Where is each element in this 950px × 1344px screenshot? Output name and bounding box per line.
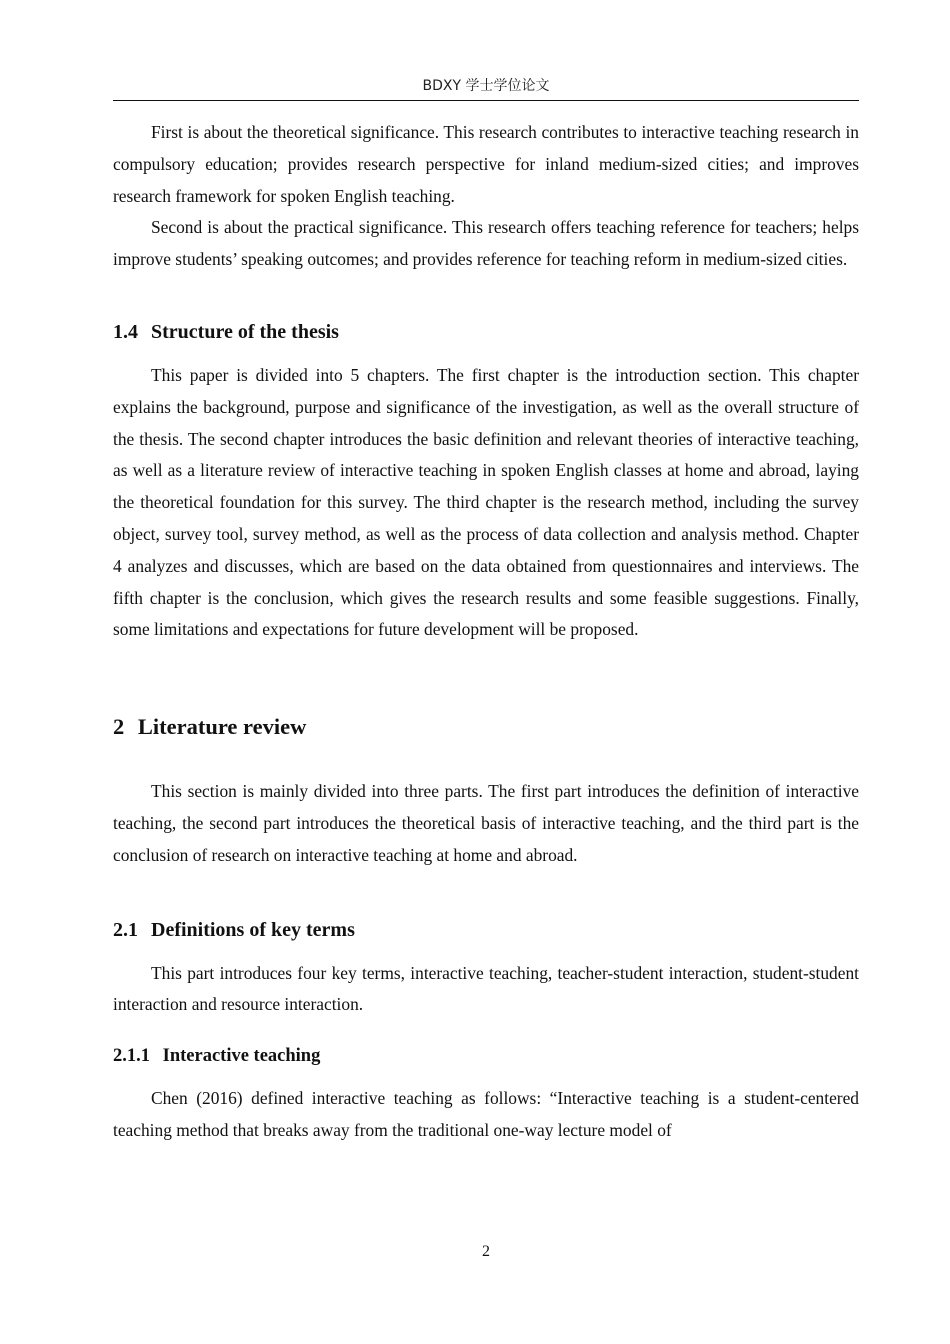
chapter-title: Literature review	[137, 714, 307, 740]
subsection-heading-interactive-teaching	[113, 1043, 859, 1069]
page-number: 2	[482, 1243, 490, 1260]
subsection-number: 2.1.1	[113, 1046, 150, 1067]
section-number: 1.4	[113, 320, 138, 343]
paragraph-thesis-structure: This paper is divided into 5 chapters. The first chapter is the introduction section. This chapter explains the background, purpose and significance of the investigation, as well as the overall structure of the thesis. The second chapter introduces the basic definition and relevant theories of interactive teaching, as well as a literature review of interactive teaching in spoken English classes at home and abroad, laying the theoretical foundation for this survey. The third chapter is the research method, including the survey object, survey tool, survey method, as well as the process of data collection and analysis method. Chapter 4 analyzes and discusses, which are based on the data obtained from questionnaires and interviews. The fifth chapter is the conclusion, which gives the research results and some feasible suggestions. Finally, some limitations and expectations for future development will be proposed.	[113, 364, 859, 640]
chapter-number: 2	[113, 714, 125, 740]
paragraph-key-terms: This part introduces four key terms, interactive teaching, teacher-student interaction, student-student interaction and resource interaction.	[113, 962, 859, 1015]
chapter-heading-literature-review	[113, 712, 859, 742]
paragraph-literature-overview: This section is mainly divided into three parts. The first part introduces the definition of interactive teaching, the second part introduces the theoretical basis of interactive teaching, and the third part is the conclusion of research on interactive teaching at home and abroad.	[113, 781, 859, 865]
section-title: Structure of the thesis	[151, 320, 339, 343]
section-heading-definitions	[113, 916, 859, 944]
page-body	[113, 117, 859, 1147]
paragraph-practical-significance: Second is about the practical significance. This research offers teaching reference for teachers; helps improve students’ speaking outcomes; and provides reference for teaching reform in medium-sized cities.	[113, 217, 859, 270]
running-header: BDXY 学士学位论文	[422, 78, 550, 94]
paragraph-theoretical-significance: First is about the theoretical significance. This research contributes to interactive teaching research in compulsory education; provides research perspective for inland medium-sized cities; and improves research framework for spoken English teaching.	[113, 122, 859, 206]
subsection-title: Interactive teaching	[162, 1046, 321, 1067]
section-title: Definitions of key terms	[151, 918, 355, 941]
section-number: 2.1	[113, 918, 138, 941]
section-heading-structure	[113, 318, 859, 346]
paragraph-chen-definition: Chen (2016) defined interactive teaching as follows: “Interactive teaching is a student-centered teaching method that breaks away from the traditional one-way lecture model of	[113, 1088, 859, 1140]
header-rule	[113, 100, 859, 101]
